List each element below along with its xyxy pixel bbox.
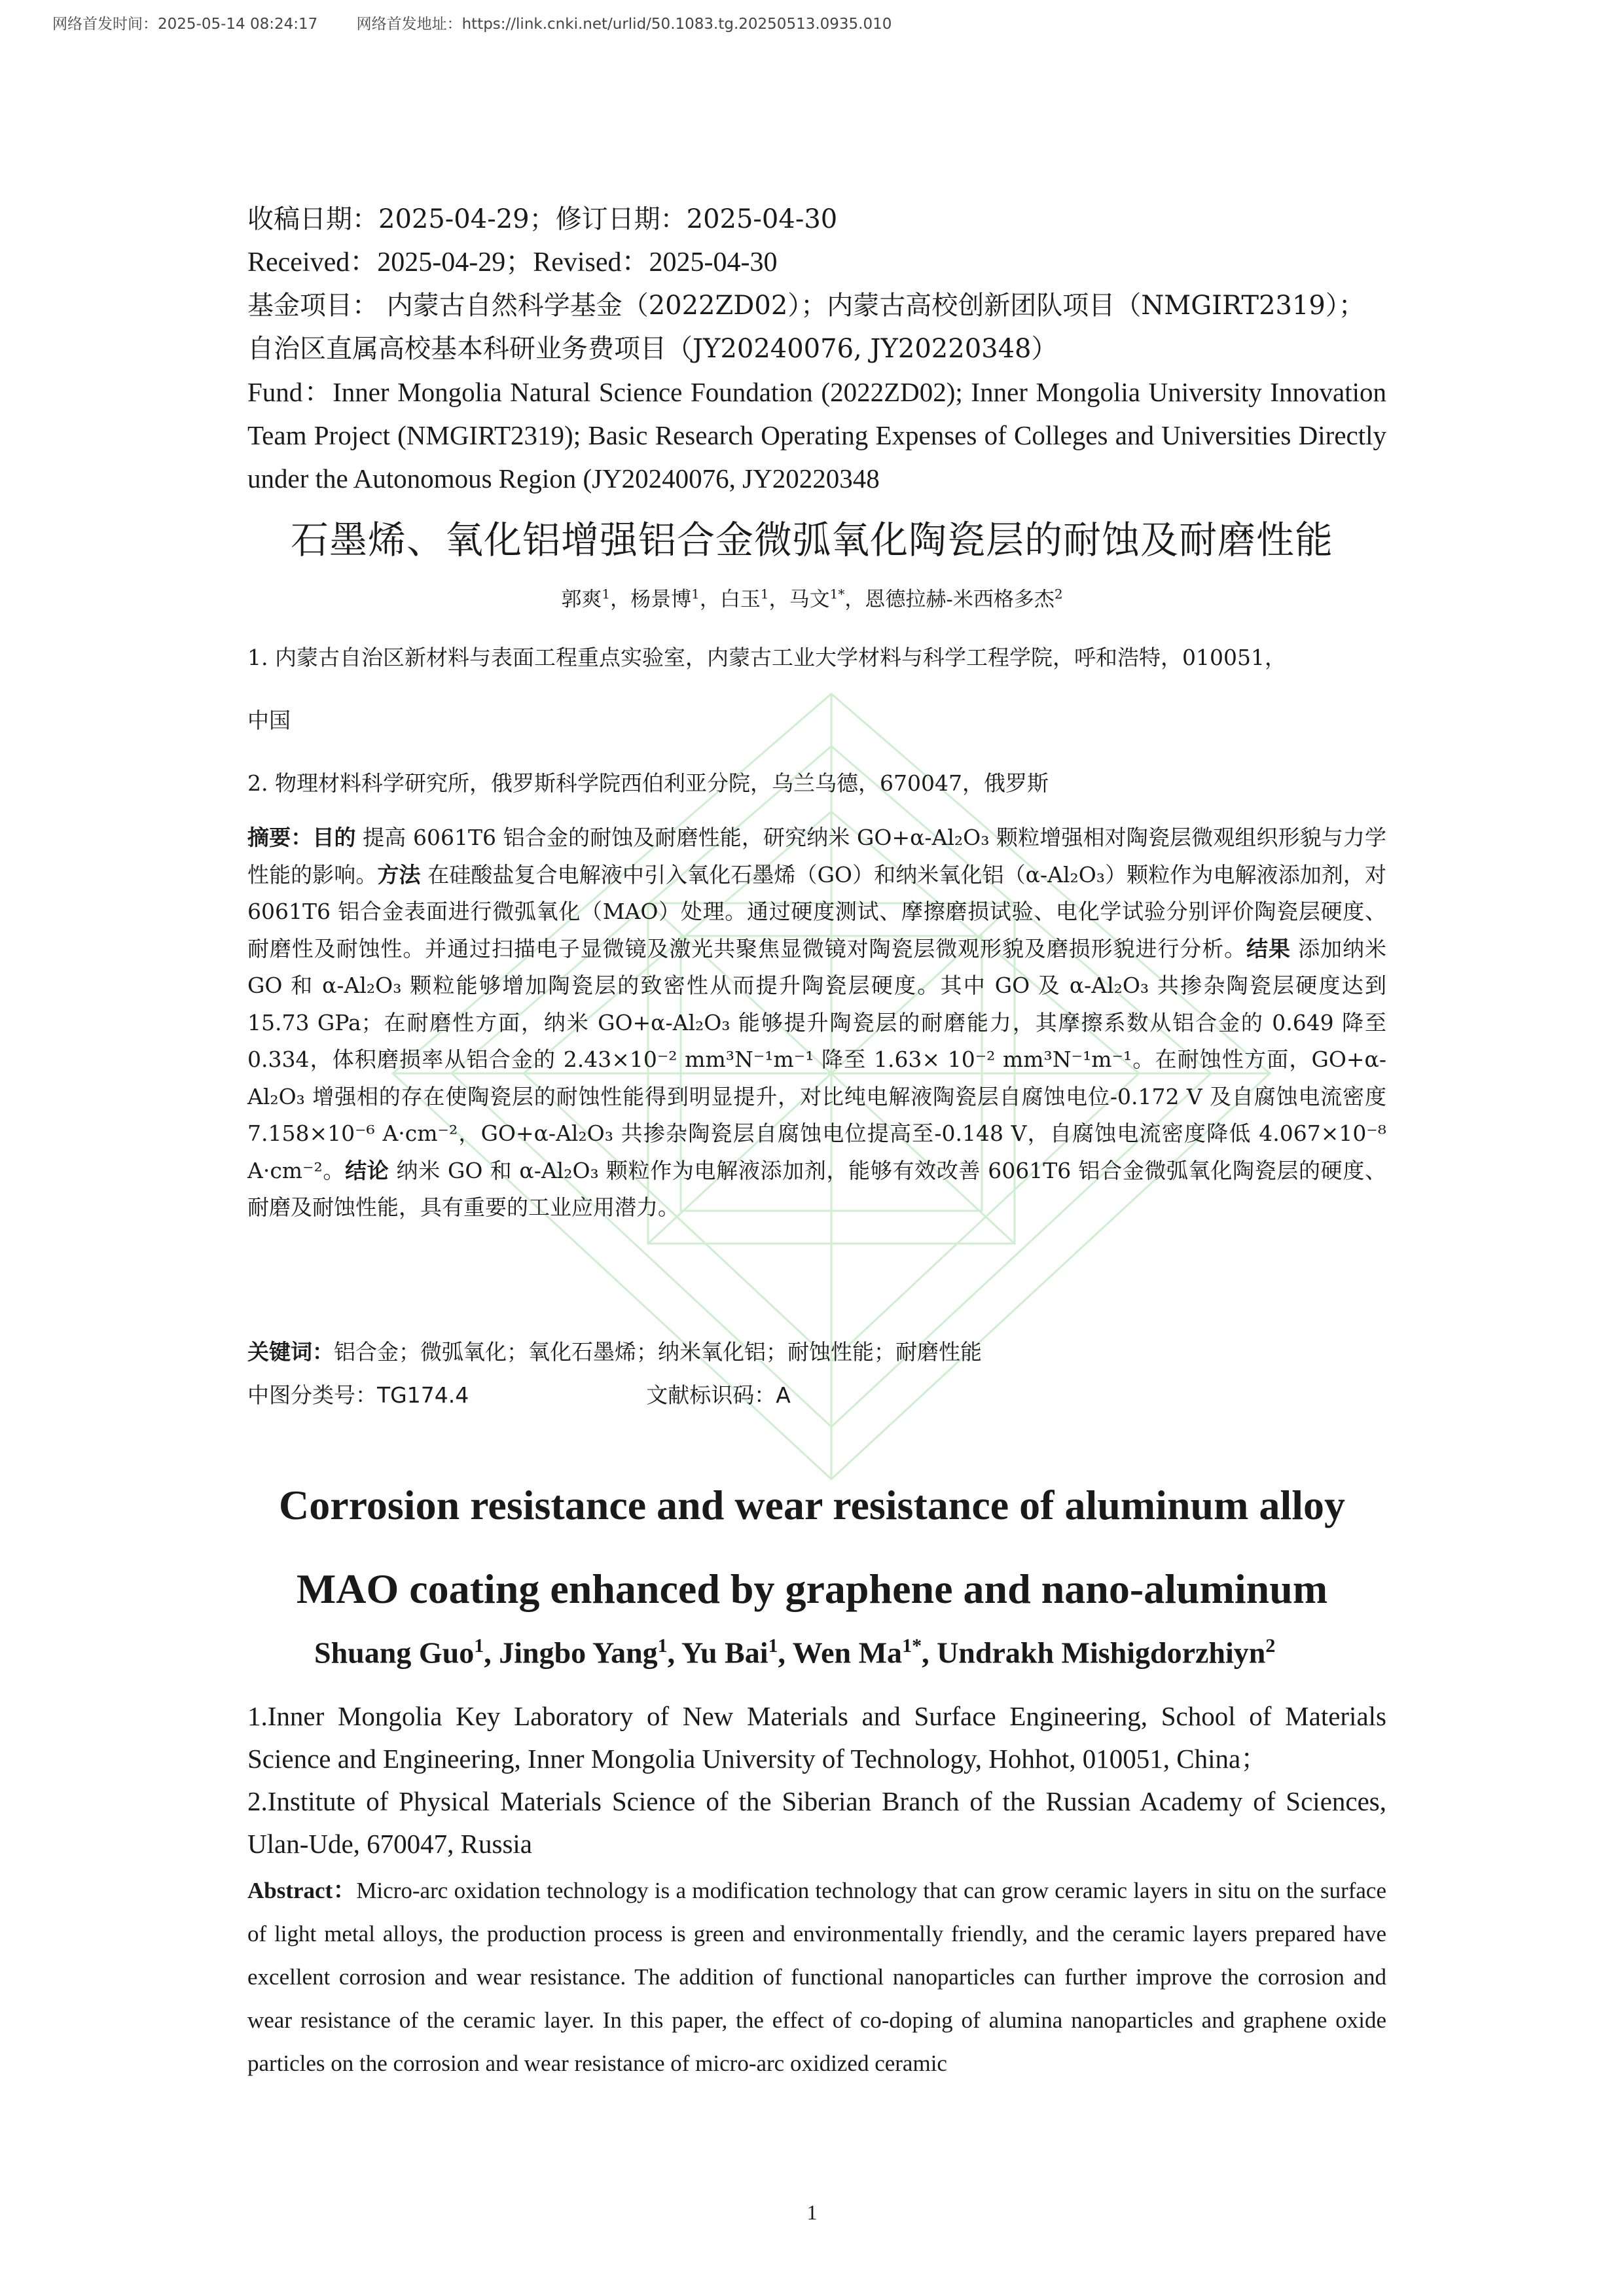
page-number: 1 [806,2200,818,2224]
authors-en: Shuang Guo$^1$, Jingbo Yang$^1$, Yu Bai$^1$, Wen $Ma^{1*}$, Undrakh Mishigdorzhiyn$^2$ [314,1635,1276,1670]
affiliation-en-2: 2.Institute of Physical Materials Science of the Siberian Branch of the Russian Academy of Sciences, Ulan-Ude, 670047, Russia [247,1786,1386,1859]
affiliation-cn-2: 2. 物理材料科学研究所，俄罗斯科学院西伯利亚分院，乌兰乌德，670047，俄罗斯 [247,770,1049,796]
publish-time: 网络首发时间：2025-05-14 08:24:17 [52,16,318,33]
title-cn: 石墨烯、氧化铝增强铝合金微弧氧化陶瓷层的耐蚀及耐磨性能 [290,518,1333,562]
title-en-line1: Corrosion resistance and wear resistance of aluminum alloy [279,1482,1345,1528]
abstract-en: Abstract：Micro-arc oxidation technology is a modification technology that can grow ceramic layers in situ on the surface of light metal alloys, the production process is green and environmentally friendly, and the ceramic layers prepared have excellent corrosion and wear resistance. The addition of functional nanoparticles can further improve the corrosion and wear resistance of the ceramic layer. In this paper, the effect of co-doping of alumina nanoparticles and graphene oxide particles on the corrosion and wear resistance of micro-arc oxidized ceramic [247,1878,1386,2076]
fund-cn-line2: 自治区直属高校基本科研业务费项目（JY20240076, JY20220348） [247,334,1058,364]
classification-line: 中图分类号：TG174.4 文献标识码：A [247,1382,791,1408]
title-en-line2: MAO coating enhanced by graphene and nano-aluminum [296,1566,1328,1612]
authors-cn: 郭爽$^1$，杨景博$^1$，白玉$^1$，马文$^{1*}$，恩德拉赫-米西格多杰$^2$ [561,586,1063,611]
received-cn: 收稿日期：2025-04-29；修订日期：2025-04-30 [247,204,838,234]
affiliation-cn-1-line2: 中国 [247,708,291,733]
publish-url[interactable]: 网络首发地址：https://link.cnki.net/urlid/50.1083.tg.20250513.0935.010 [356,16,892,33]
abstract-cn: 摘要：目的 提高 6061T6 铝合金的耐蚀及耐磨性能，研究纳米 GO+α-Al₂O₃ 颗粒增强相对陶瓷层微观组织形貌与力学性能的影响。方法 在硅酸盐复合电解液中引入氧化石墨烯（GO）和纳米氧化铝（α-Al₂O₃）颗粒作为电解液添加剂，对 6061T6 铝合金表面进行微弧氧化（MAO）处理。通过硬度测试、摩擦磨损试验、电化学试验分别评价陶瓷层硬度、耐磨性及耐蚀性。并通过扫描电子显微镜及激光共聚焦显微镜对陶瓷层微观形貌及磨损形貌进行分析。结果 添加纳米 GO 和 α-Al₂O₃ 颗粒能够增加陶瓷层的致密性从而提升陶瓷层硬度。其中 GO 及 α-Al₂O₃ 共掺杂陶瓷层硬度达到 15.73 GPa；在耐磨性方面，纳米 GO+α-Al₂O₃ 能够提升陶瓷层的耐磨能力，其摩擦系数从铝合金的 0.649 降至 0.334，体积磨损率从铝合金的 2.43×10⁻² mm³N⁻¹m⁻¹ 降至 1.63× 10⁻² mm³N⁻¹m⁻¹。在耐蚀性方面，GO+α-Al₂O₃ 增强相的存在使陶瓷层的耐蚀性能得到明显提升，对比纯电解液陶瓷层自腐蚀电位-0.172 V 及自腐蚀电流密度 7.158×10⁻⁶ A·cm⁻²，GO+α-Al₂O₃ 共掺杂陶瓷层自腐蚀电位提高至-0.148 V，自腐蚀电流密度降低 4.067×10⁻⁸ A·cm⁻²。结论 纳米 GO 和 α-Al₂O₃ 颗粒作为电解液添加剂，能够有效改善 6061T6 铝合金微弧氧化陶瓷层的硬度、耐磨及耐蚀性能，具有重要的工业应用潜力。 [247,825,1387,1220]
fund-cn-line1: 基金项目： 内蒙古自然科学基金（2022ZD02）；内蒙古高校创新团队项目（NMGIRT2319）； [247,291,1365,321]
fund-en: Fund：Inner Mongolia Natural Science Foundation (2022ZD02); Inner Mongolia University Innovation Team Project (NMGIRT2319); Basic Research Operating Expenses of Colleges and Universities Directly under the Autonomous Region (JY20240076, JY20220348 [247,377,1386,493]
affiliation-cn-1-line1: 1. 内蒙古自治区新材料与表面工程重点实验室，内蒙古工业大学材料与科学工程学院，呼和浩特，010051， [247,645,1286,670]
affiliation-en-1: 1.Inner Mongolia Key Laboratory of New Materials and Surface Engineering, School of Materials Science and Engineering, Inner Mongolia University of Technology, Hohhot, 010051, China； [247,1701,1386,1774]
abstract-cn-label: 摘要： [247,825,313,850]
abstract-en-label: Abstract： [247,1878,357,1903]
received-en: Received：2025-04-29；Revised：2025-04-30 [247,247,778,278]
publish-header [52,12,926,33]
keywords-cn: 关键词：铝合金；微弧氧化；氧化石墨烯；纳米氧化铝；耐蚀性能；耐磨性能 [247,1339,982,1365]
